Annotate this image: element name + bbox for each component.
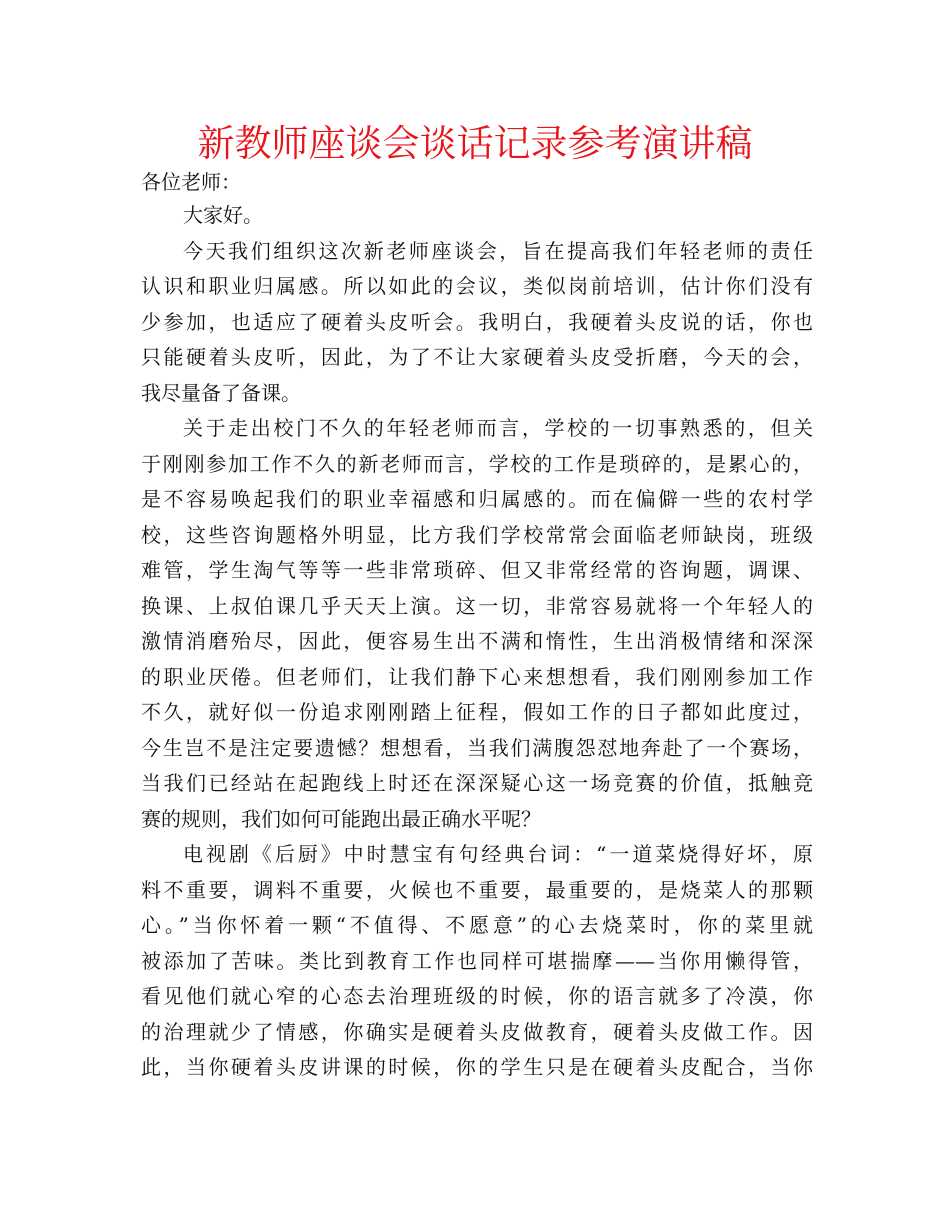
salutation: 各位老师： <box>141 170 241 194</box>
text-line: 料不重要，调料不重要，火候也不重要，最重要的，是烧菜人的那颗 <box>141 877 813 902</box>
text-line: 大家好。 <box>183 203 263 227</box>
text-line: 校，这些咨询题格外明显，比方我们学校常常会面临老师缺岗，班级 <box>141 522 813 547</box>
text-line: 少参加，也适应了硬着头皮听会。我明白，我硬着头皮说的话，你也 <box>141 309 813 334</box>
text-line: 的治理就少了情感，你确实是硬着头皮做教育，硬着头皮做工作。因 <box>141 1019 813 1044</box>
text-line: 关于走出校门不久的年轻老师而言，学校的一切事熟悉的，但关 <box>183 416 813 440</box>
document-title: 新教师座谈会谈话记录参考演讲稿 <box>197 122 753 165</box>
text-line: 认识和职业归属感。所以如此的会议，类似岗前培训，估计你们没有 <box>141 274 813 298</box>
text-line: 看见他们就心窄的心态去治理班级的时候，你的语言就多了冷漠，你 <box>141 984 813 1008</box>
text-line: 的职业厌倦。但老师们，让我们静下心来想想看，我们刚刚参加工作 <box>141 664 813 689</box>
text-line: 被添加了苦味。类比到教育工作也同样可堪揣摩——当你用懒得管， <box>141 948 813 973</box>
text-line: 是不容易唤起我们的职业幸福感和归属感的。而在偏僻一些的农村学 <box>141 487 813 511</box>
text-line: 今生岂不是注定要遗憾？想想看，当我们满腹怨怼地奔赴了一个赛场， <box>141 735 813 760</box>
text-line: 电视剧《后厨》中时慧宝有句经典台词：“一道菜烧得好坏，原 <box>183 842 813 866</box>
text-line: 换课、上叔伯课几乎天天上演。这一切，非常容易就将一个年轻人的 <box>141 593 813 618</box>
text-line: 赛的规则，我们如何可能跑出最正确水平呢？ <box>141 806 541 831</box>
text-line: 难管，学生淘气等等一些非常琐碎、但又非常经常的咨询题，调课、 <box>141 558 813 582</box>
text-line: 心。”当你怀着一颗“不值得、不愿意”的心去烧菜时，你的菜里就 <box>141 913 813 937</box>
text-line: 激情消磨殆尽，因此，便容易生出不满和惰性，生出消极情绪和深深 <box>141 629 813 653</box>
document-body <box>141 198 813 1086</box>
text-line: 于刚刚参加工作不久的新老师而言，学校的工作是琐碎的，是累心的， <box>141 451 813 476</box>
text-line: 今天我们组织这次新老师座谈会，旨在提高我们年轻老师的责任 <box>183 238 813 263</box>
text-line: 此，当你硬着头皮讲课的时候，你的学生只是在硬着头皮配合，当你 <box>141 1055 813 1079</box>
text-line: 当我们已经站在起跑线上时还在深深疑心这一场竞赛的价值，抵触竞 <box>141 771 813 795</box>
text-line: 不久，就好似一份追求刚刚踏上征程，假如工作的日子都如此度过， <box>141 700 813 724</box>
text-line: 只能硬着头皮听，因此，为了不让大家硬着头皮受折磨，今天的会， <box>141 345 813 369</box>
text-line: 我尽量备了备课。 <box>141 380 301 405</box>
